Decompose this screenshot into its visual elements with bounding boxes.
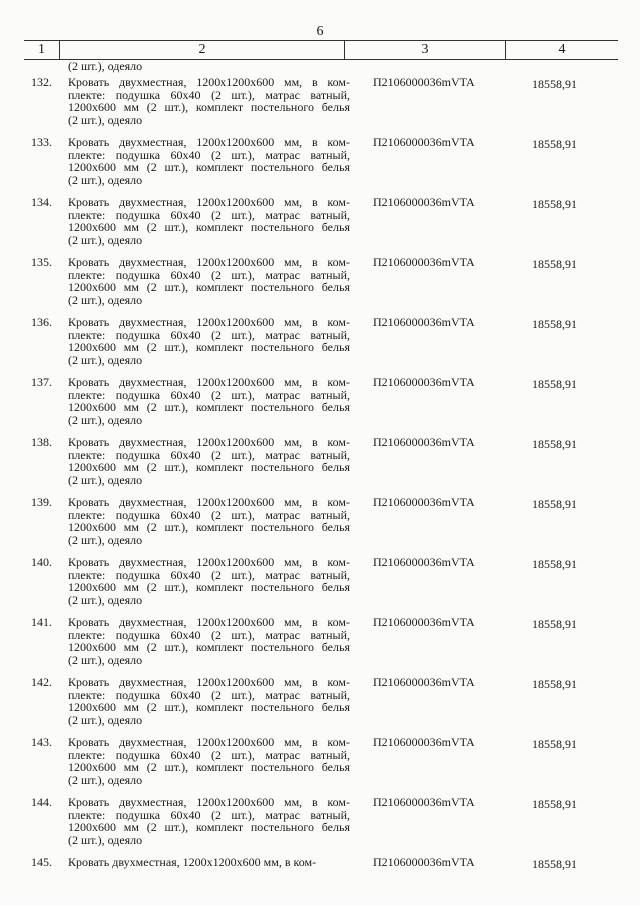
table-row [0, 134, 640, 194]
description-line: 1200х600 мм (2 шт.), комплект постельного белья [68, 820, 350, 834]
description-line: Кровать двухместная, 1200х1200х600 мм, в ком- [68, 495, 350, 509]
table-row [0, 434, 640, 494]
row-description [68, 376, 350, 426]
description-line: 1200х600 мм (2 шт.), комплект постельного белья [68, 520, 350, 534]
row-number: 132. [31, 75, 52, 89]
description-line: (2 шт.), одеяло [68, 532, 143, 547]
description-line: Кровать двухместная, 1200х1200х600 мм, в ком- [68, 375, 350, 389]
row-number: 143. [31, 735, 52, 749]
description-line: плекте: подушка 60х40 (2 шт.), матрас ватный, [68, 507, 350, 522]
table-row [0, 494, 640, 554]
description-line: 1200х600 мм (2 шт.), комплект постельного белья [68, 160, 350, 174]
row-code: П2106000036mVTA [373, 855, 475, 869]
row-number: 144. [31, 795, 52, 809]
description-line: 1200х600 мм (2 шт.), комплект постельного белья [68, 340, 350, 354]
row-number: 139. [31, 495, 52, 509]
row-code: П2106000036mVTA [373, 315, 475, 329]
row-description [68, 736, 350, 786]
row-description [68, 196, 350, 246]
description-line: (2 шт.), одеяло [68, 772, 143, 787]
description-line: Кровать двухместная, 1200х1200х600 мм, в ком- [68, 75, 350, 89]
description-line: (2 шт.), одеяло [68, 472, 143, 487]
description-line: плекте: подушка 60х40 (2 шт.), матрас ватный, [68, 747, 350, 762]
table-header [24, 40, 618, 60]
description-line: плекте: подушка 60х40 (2 шт.), матрас ватный, [68, 627, 350, 642]
description-line: Кровать двухместная, 1200х1200х600 мм, в ком- [68, 675, 350, 689]
row-number: 135. [31, 255, 52, 269]
description-line: плекте: подушка 60х40 (2 шт.), матрас ватный, [68, 87, 350, 102]
row-code: П2106000036mVTA [373, 735, 475, 749]
row-code: П2106000036mVTA [373, 135, 475, 149]
table-row [0, 254, 640, 314]
column-header-2: 2 [198, 42, 206, 57]
description-line: (2 шт.), одеяло [68, 652, 143, 667]
row-price: 18558,91 [532, 197, 577, 211]
continuation-text: (2 шт.), одеяло [68, 59, 143, 73]
table-row [0, 194, 640, 254]
row-number: 141. [31, 615, 52, 629]
description-line: 1200х600 мм (2 шт.), комплект постельного белья [68, 400, 350, 414]
row-description [68, 496, 350, 546]
table-row [0, 554, 640, 614]
description-line: плекте: подушка 60х40 (2 шт.), матрас ватный, [68, 147, 350, 162]
description-line: плекте: подушка 60х40 (2 шт.), матрас ватный, [68, 567, 350, 582]
description-line: (2 шт.), одеяло [68, 712, 143, 727]
row-number: 137. [31, 375, 52, 389]
description-line: 1200х600 мм (2 шт.), комплект постельного белья [68, 100, 350, 114]
description-line: плекте: подушка 60х40 (2 шт.), матрас ватный, [68, 207, 350, 222]
description-line: Кровать двухместная, 1200х1200х600 мм, в ком- [68, 315, 350, 329]
row-number: 133. [31, 135, 52, 149]
row-price: 18558,91 [532, 317, 577, 331]
row-description [68, 136, 350, 186]
row-code: П2106000036mVTA [373, 615, 475, 629]
description-line: 1200х600 мм (2 шт.), комплект постельного белья [68, 460, 350, 474]
table-row [0, 734, 640, 794]
description-line: плекте: подушка 60х40 (2 шт.), матрас ватный, [68, 687, 350, 702]
table-row [0, 74, 640, 134]
description-line: Кровать двухместная, 1200х1200х600 мм, в ком- [68, 435, 350, 449]
row-number: 138. [31, 435, 52, 449]
row-number: 136. [31, 315, 52, 329]
row-price: 18558,91 [532, 797, 577, 811]
description-line: плекте: подушка 60х40 (2 шт.), матрас ватный, [68, 327, 350, 342]
column-header-1: 1 [38, 42, 45, 57]
description-line: плекте: подушка 60х40 (2 шт.), матрас ватный, [68, 267, 350, 282]
description-line: Кровать двухместная, 1200х1200х600 мм, в ком- [68, 195, 350, 209]
description-line: 1200х600 мм (2 шт.), комплект постельного белья [68, 640, 350, 654]
table-row [0, 854, 640, 914]
row-description [68, 856, 350, 869]
row-number: 134. [31, 195, 52, 209]
row-price: 18558,91 [532, 737, 577, 751]
description-line: Кровать двухместная, 1200х1200х600 мм, в ком- [68, 255, 350, 269]
row-description [68, 436, 350, 486]
row-code: П2106000036mVTA [373, 435, 475, 449]
column-header-4: 4 [558, 42, 566, 57]
row-price: 18558,91 [532, 677, 577, 691]
table-row [0, 674, 640, 734]
row-description [68, 676, 350, 726]
description-line: 1200х600 мм (2 шт.), комплект постельного белья [68, 280, 350, 294]
description-line: 1200х600 мм (2 шт.), комплект постельного белья [68, 580, 350, 594]
row-number: 140. [31, 555, 52, 569]
row-code: П2106000036mVTA [373, 375, 475, 389]
row-code: П2106000036mVTA [373, 555, 475, 569]
description-line: плекте: подушка 60х40 (2 шт.), матрас ватный, [68, 447, 350, 462]
row-code: П2106000036mVTA [373, 675, 475, 689]
description-line: Кровать двухместная, 1200х1200х600 мм, в ком- [68, 855, 317, 869]
row-description [68, 616, 350, 666]
row-price: 18558,91 [532, 437, 577, 451]
description-line: (2 шт.), одеяло [68, 352, 143, 367]
description-line: Кровать двухместная, 1200х1200х600 мм, в ком- [68, 135, 350, 149]
description-line: плекте: подушка 60х40 (2 шт.), матрас ватный, [68, 807, 350, 822]
description-line: 1200х600 мм (2 шт.), комплект постельного белья [68, 220, 350, 234]
description-line: 1200х600 мм (2 шт.), комплект постельного белья [68, 760, 350, 774]
row-description [68, 796, 350, 846]
row-price: 18558,91 [532, 857, 577, 871]
table-row [0, 794, 640, 854]
row-price: 18558,91 [532, 377, 577, 391]
row-number: 145. [31, 855, 52, 869]
row-code: П2106000036mVTA [373, 255, 475, 269]
description-line: (2 шт.), одеяло [68, 112, 143, 127]
description-line: 1200х600 мм (2 шт.), комплект постельного белья [68, 700, 350, 714]
description-line: (2 шт.), одеяло [68, 172, 143, 187]
description-line: Кровать двухместная, 1200х1200х600 мм, в ком- [68, 555, 350, 569]
row-price: 18558,91 [532, 497, 577, 511]
row-number: 142. [31, 675, 52, 689]
row-description [68, 76, 350, 126]
row-code: П2106000036mVTA [373, 495, 475, 509]
description-line: Кровать двухместная, 1200х1200х600 мм, в ком- [68, 735, 350, 749]
page-number: 6 [316, 24, 324, 39]
row-description [68, 256, 350, 306]
row-price: 18558,91 [532, 557, 577, 571]
description-line: плекте: подушка 60х40 (2 шт.), матрас ватный, [68, 387, 350, 402]
description-line: (2 шт.), одеяло [68, 232, 143, 247]
row-code: П2106000036mVTA [373, 75, 475, 89]
row-description [68, 316, 350, 366]
description-line: (2 шт.), одеяло [68, 592, 143, 607]
column-header-3: 3 [421, 42, 429, 57]
description-line: Кровать двухместная, 1200х1200х600 мм, в ком- [68, 615, 350, 629]
row-code: П2106000036mVTA [373, 795, 475, 809]
table-row [0, 374, 640, 434]
row-code: П2106000036mVTA [373, 195, 475, 209]
row-price: 18558,91 [532, 137, 577, 151]
row-price: 18558,91 [532, 617, 577, 631]
table-body [0, 74, 640, 914]
table-row [0, 314, 640, 374]
description-line: (2 шт.), одеяло [68, 292, 143, 307]
table-row [0, 614, 640, 674]
row-description [68, 556, 350, 606]
description-line: (2 шт.), одеяло [68, 832, 143, 847]
row-price: 18558,91 [532, 257, 577, 271]
row-price: 18558,91 [532, 77, 577, 91]
description-line: Кровать двухместная, 1200х1200х600 мм, в ком- [68, 795, 350, 809]
description-line: (2 шт.), одеяло [68, 412, 143, 427]
